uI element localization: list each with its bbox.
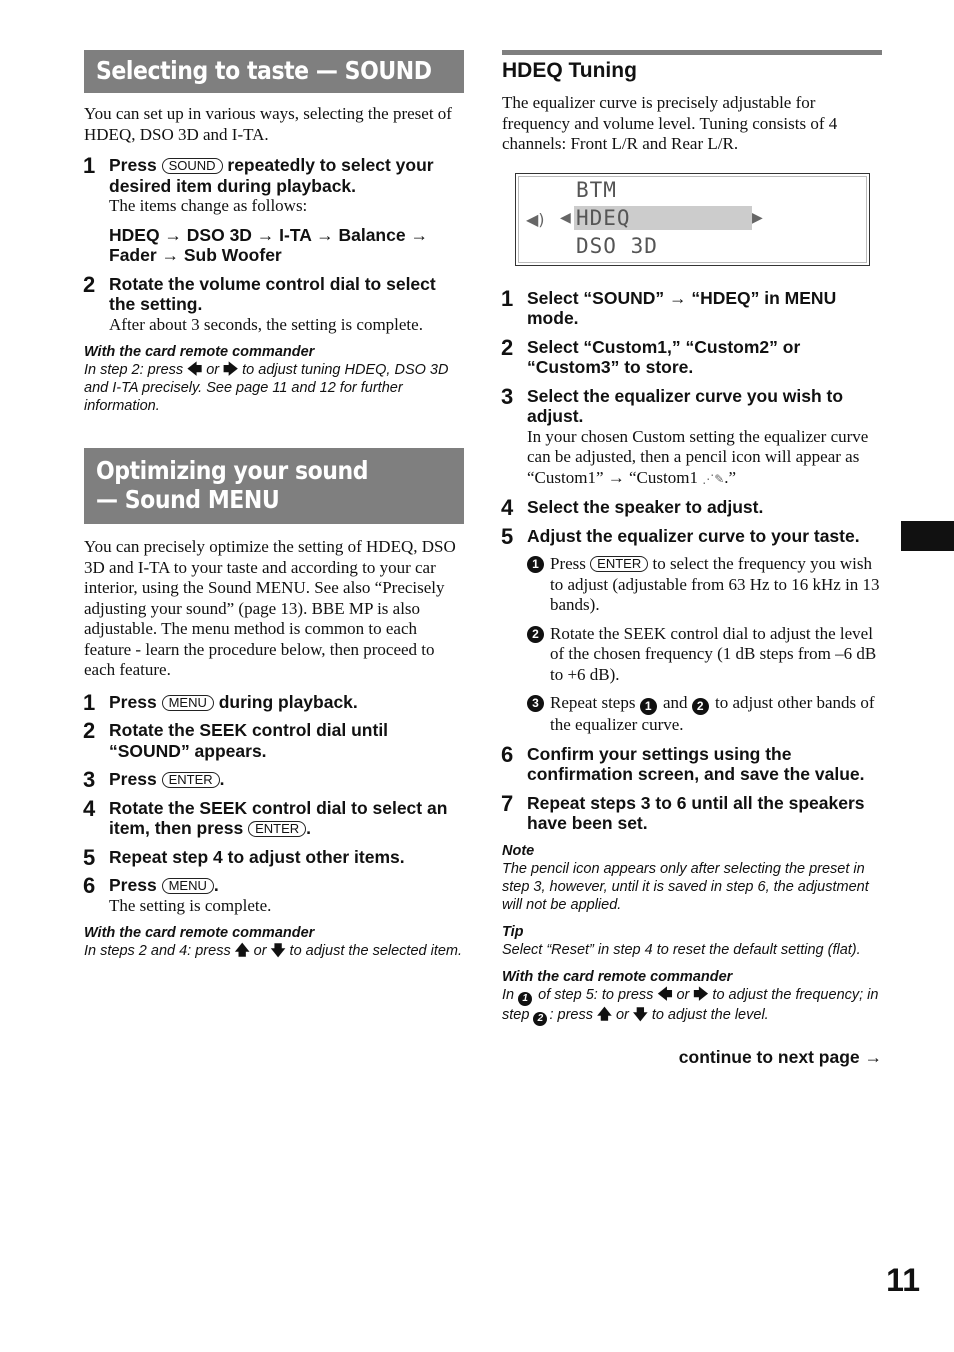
- enter-key: ENTER: [248, 821, 306, 837]
- menu-step-1: 1 Press MENU during playback.: [83, 689, 358, 715]
- arrow-down-icon: 🡇: [632, 1006, 648, 1023]
- remote-note-2: With the card remote commander In steps 2 and 4: press 🡅 or 🡇 to adjust the selected item.: [84, 925, 463, 959]
- remote-note-1: With the card remote commander In step 2: press 🡄 or 🡆 to adjust tuning HDEQ, DSO 3D and I-TA precisely. See page 11 and 12 for further information.: [84, 344, 449, 414]
- hdeq-step-4: 4 Select the speaker to adjust.: [501, 495, 764, 520]
- arrow-left-icon: ◀: [560, 209, 571, 226]
- sound-step-1: 1 Press SOUND repeatedly to select your desired item during playback. The items change as follows: HDEQ → DSO 3D → I-TA → Balance → Fader → Sub Woofer: [84, 155, 464, 266]
- continue-link: continue to next page →: [678, 1046, 882, 1067]
- thumb-index-tab: [901, 521, 954, 551]
- sound-step-2: 2 Rotate the volume control dial to select the setting. After about 3 seconds, the setting is complete.: [83, 271, 436, 334]
- arrow-left-icon: 🡄: [187, 362, 203, 378]
- hdeq-title: HDEQ Tuning: [502, 59, 637, 82]
- speaker-icon: ◀): [526, 209, 545, 229]
- arrow-down-icon: 🡇: [270, 943, 286, 959]
- arrow-up-icon: 🡅: [597, 1006, 612, 1023]
- menu-step-2: 2 Rotate the SEEK control dial until “SOUND” appears.: [83, 718, 389, 761]
- substep-2: 2 Rotate the SEEK control dial to adjust the level of the chosen frequency (1 dB steps from –6 dB to +6 dB).: [527, 624, 882, 686]
- hdeq-step-6: 6 Confirm your settings using the confirmation screen, and save the value.: [501, 741, 865, 784]
- menu-step-3: 3 Press ENTER .: [83, 767, 225, 792]
- lcd-display: BTM ◀) ◀ HDEQ ▶ DSO 3D: [515, 173, 870, 266]
- sound-intro: You can set up in various ways, selecting the preset of HDEQ, DSO 3D and I-TA.: [84, 104, 452, 144]
- arrow-right-icon: ▶: [752, 209, 763, 226]
- arrow-up-icon: 🡅: [234, 943, 250, 959]
- enter-key: ENTER: [590, 556, 648, 572]
- pencil-icon: ⋰✎: [702, 471, 725, 486]
- menu-step-6: 6 Press MENU . The setting is complete.: [83, 873, 272, 915]
- menu-key: MENU: [162, 695, 214, 711]
- arrow-right-icon: 🡆: [223, 362, 239, 378]
- menu-step-4: 4 Rotate the SEEK control dial to select an item, then press ENTER .: [83, 795, 448, 838]
- menu-step-5: 5 Repeat step 4 to adjust other items.: [83, 844, 405, 870]
- arrow-left-icon: 🡄: [657, 986, 673, 1003]
- right-column: [502, 50, 882, 1068]
- menu-key: MENU: [162, 878, 214, 894]
- tip: Tip Select “Reset” in step 4 to reset the default setting (flat).: [502, 923, 861, 958]
- page-number: 11: [886, 1262, 920, 1298]
- item-sequence: HDEQ → DSO 3D → I-TA → Balance → Fader → Sub Woofer: [109, 224, 428, 265]
- hdeq-step-5: 5 Adjust the equalizer curve to your taste. 1 Press ENTER to select the frequency you wish to adjust (adjustable from 63 Hz to 16 kHz in 13 bands). 2 Rotate the SEEK control dial to adjust the level of the chosen frequency (1 dB steps from –6 dB to +6 dB). 3 Repeat steps 1 and 2 to adjust other bands of the equalizer curve.: [502, 526, 882, 736]
- substep-1: 1 Press ENTER to select the frequency you wish to adjust (adjustable from 63 Hz to 16 kHz in 13 bands).: [527, 554, 882, 616]
- sound-menu-intro: You can precisely optimize the setting of HDEQ, DSO 3D and I-TA to your taste and according to your car interior, using the Sound MENU. See also “Precisely adjusting your sound” (page 13). BBE MP is also adjustable. The menu method is common to each feature - learn the procedure below, then proceed to each feature.: [84, 537, 456, 679]
- hdeq-step-1: 1 Select “SOUND” → “HDEQ” in MENU mode.: [501, 285, 837, 328]
- hdeq-intro: The equalizer curve is precisely adjustable for frequency and volume level. Tuning consists of 4 channels: Front L/R and Rear L/R.: [502, 93, 838, 153]
- enter-key: ENTER: [162, 772, 220, 788]
- section-title-sound: Selecting to taste — SOUND: [84, 50, 464, 93]
- hdeq-step-3: 3 Select the equalizer curve you wish to adjust. In your chosen Custom setting the equalizer curve can be adjusted, then a pencil icon will appear as “Custom1” → “Custom1 ⋰✎.”: [501, 383, 869, 487]
- section-title-sound-menu: Optimizing your sound — Sound MENU: [84, 448, 464, 524]
- remote-note-3: With the card remote commander In 1 of step 5: to press 🡄 or 🡆 to adjust the frequency; in step 2 : press 🡅 or 🡇 to adjust the level.: [502, 968, 879, 1024]
- hdeq-step-2: 2 Select “Custom1,” “Custom2” or “Custom3” to store.: [501, 334, 801, 377]
- note: Note The pencil icon appears only after selecting the preset in step 3, however, until it is saved in step 6, the adjustment will not be applied.: [502, 842, 869, 913]
- hdeq-step-7: 7 Repeat steps 3 to 6 until all the speakers have been set.: [501, 790, 865, 833]
- substep-3: 3 Repeat steps 1 and 2 to adjust other bands of the equalizer curve.: [527, 693, 882, 736]
- left-column: [84, 50, 464, 960]
- sound-key: SOUND: [162, 158, 223, 174]
- arrow-right-icon: 🡆: [693, 986, 709, 1003]
